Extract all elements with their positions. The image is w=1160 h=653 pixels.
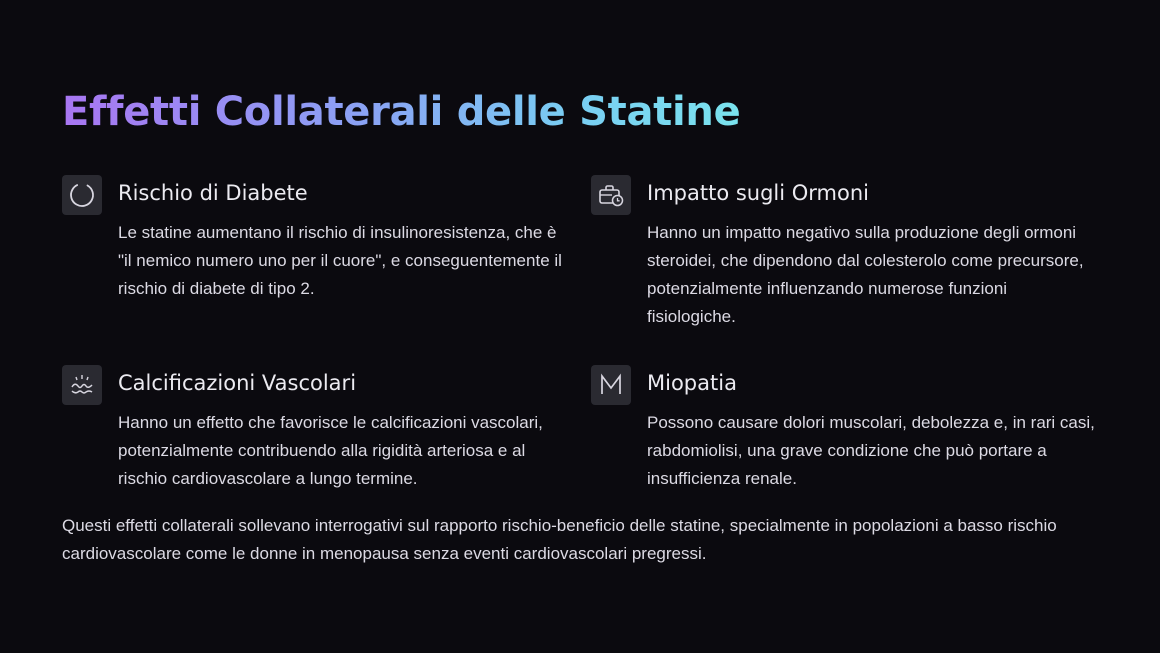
briefcase-clock-icon	[591, 175, 631, 215]
vessel-icon	[62, 365, 102, 405]
card-diabetes-risk	[62, 175, 562, 305]
slide-title: Effetti Collaterali delle Statine	[62, 84, 740, 140]
card-myopathy	[591, 365, 1095, 495]
card-heading: Rischio di Diabete	[118, 181, 308, 205]
card-text: Hanno un impatto negativo sulla produzione degli ormoni steroidei, che dipendono dal colesterolo come precursore, potenzialmente influenzando numerose funzioni fisiologiche.	[647, 223, 1084, 326]
circle-loader-icon	[62, 175, 102, 215]
card-text: Possono causare dolori muscolari, debolezza e, in rari casi, rabdomiolisi, una grave condizione che può portare a insufficienza renale.	[647, 413, 1095, 488]
card-heading: Miopatia	[647, 371, 737, 395]
card-heading: Calcificazioni Vascolari	[118, 371, 357, 395]
summary-paragraph: Questi effetti collaterali sollevano interrogativi sul rapporto rischio-beneficio delle statine, specialmente in popolazioni a basso rischio cardiovascolare come le donne in menopausa senza eventi cardiovascolari pregressi.	[62, 516, 1057, 563]
card-heading: Impatto sugli Ormoni	[647, 181, 870, 205]
card-hormone-impact	[591, 175, 1091, 335]
letter-m-icon	[591, 365, 631, 405]
card-text: Hanno un effetto che favorisce le calcificazioni vascolari, potenzialmente contribuendo alla rigidità arteriosa e al rischio cardiovascolare a lungo termine.	[118, 413, 543, 488]
card-vascular-calcification	[62, 365, 562, 495]
card-text: Le statine aumentano il rischio di insulinoresistenza, che è "il nemico numero uno per il cuore", e conseguentemente il rischio di diabete di tipo 2.	[118, 223, 562, 298]
